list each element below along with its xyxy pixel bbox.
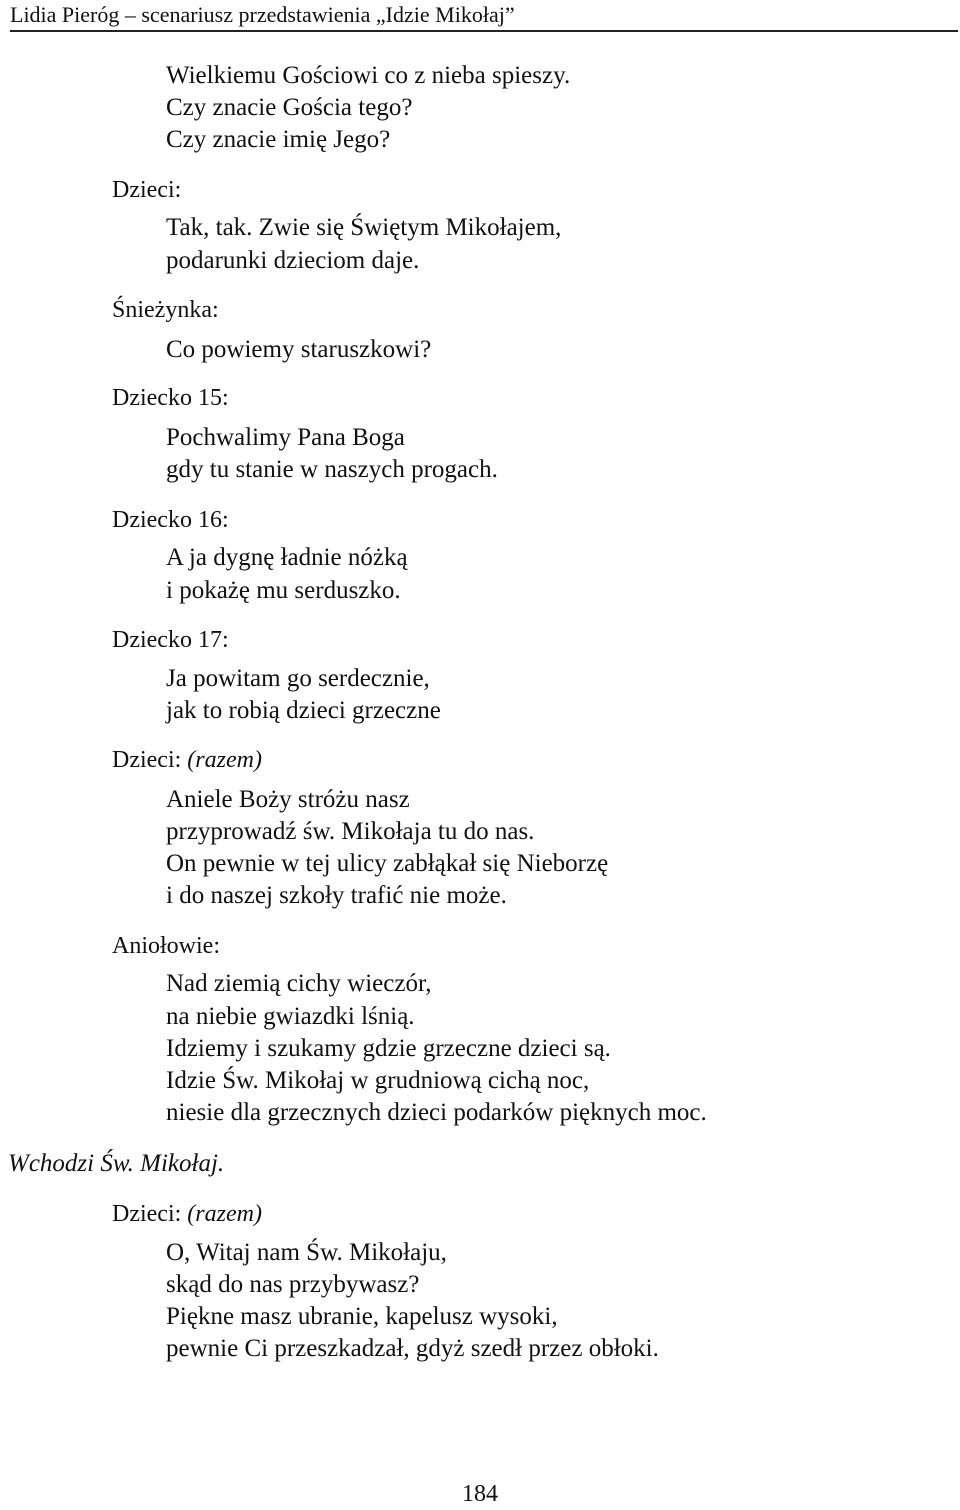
script-line: na niebie gwiazdki lśnią. xyxy=(166,1003,415,1030)
script-line: pewnie Ci przeszkadzał, gdyż szedł przez obłoki. xyxy=(166,1335,659,1362)
script-line: Idziemy i szukamy gdzie grzeczne dzieci są. xyxy=(166,1035,611,1062)
page-number: 184 xyxy=(462,1481,498,1507)
script-line: i do naszej szkoły trafić nie może. xyxy=(166,882,507,909)
script-line: gdy tu stanie w naszych progach. xyxy=(166,456,498,483)
speaker-label: Dziecko 15: xyxy=(112,385,229,411)
script-line: i pokażę mu serduszko. xyxy=(166,577,401,604)
script-line: Tak, tak. Zwie się Świętym Mikołajem, xyxy=(166,214,562,241)
page-header xyxy=(10,0,958,32)
stage-note: (razem) xyxy=(187,747,262,773)
script-line: Pochwalimy Pana Boga xyxy=(166,424,405,451)
speaker-label: Śnieżynka: xyxy=(112,297,219,323)
script-line: A ja dygnę ładnie nóżką xyxy=(166,544,408,571)
script-line: Idzie Św. Mikołaj w grudniową cichą noc, xyxy=(166,1067,590,1094)
script-line: Czy znacie Gościa tego? xyxy=(166,94,413,121)
speaker-label: Aniołowie: xyxy=(112,933,220,959)
script-line: skąd do nas przybywasz? xyxy=(166,1271,420,1298)
script-line: niesie dla grzecznych dzieci podarków pięknych moc. xyxy=(166,1099,707,1126)
script-line: jak to robią dzieci grzeczne xyxy=(166,697,441,724)
script-line: Piękne masz ubranie, kapelusz wysoki, xyxy=(166,1303,558,1330)
script-line: Wielkiemu Gościowi co z nieba spieszy. xyxy=(166,62,571,89)
script-line: Aniele Boży stróżu nasz xyxy=(166,786,410,813)
script-line: przyprowadź św. Mikołaja tu do nas. xyxy=(166,818,535,845)
speaker-label-with-note xyxy=(112,744,262,776)
script-line: Nad ziemią cichy wieczór, xyxy=(166,970,432,997)
script-line: podarunki dzieciom daje. xyxy=(166,247,420,274)
speaker-label: Dziecko 17: xyxy=(112,627,229,653)
speaker-label: Dzieci: xyxy=(112,177,182,203)
document-title: Lidia Pieróg – scenariusz przedstawienia „Idzie Mikołaj” xyxy=(10,2,515,27)
script-line: O, Witaj nam Św. Mikołaju, xyxy=(166,1239,447,1266)
script-line: On pewnie w tej ulicy zabłąkał się Nieborzę xyxy=(166,850,609,877)
stage-direction: Wchodzi Św. Mikołaj. xyxy=(8,1150,225,1177)
script-line: Ja powitam go serdecznie, xyxy=(166,665,430,692)
stage-note: (razem) xyxy=(187,1201,262,1227)
speaker-label: Dziecko 16: xyxy=(112,507,229,533)
speaker-label: Dzieci: xyxy=(112,747,182,773)
speaker-label: Dzieci: xyxy=(112,1201,182,1227)
script-line: Co powiemy staruszkowi? xyxy=(166,336,432,363)
script-line: Czy znacie imię Jego? xyxy=(166,126,391,153)
speaker-label-with-note xyxy=(112,1198,262,1230)
